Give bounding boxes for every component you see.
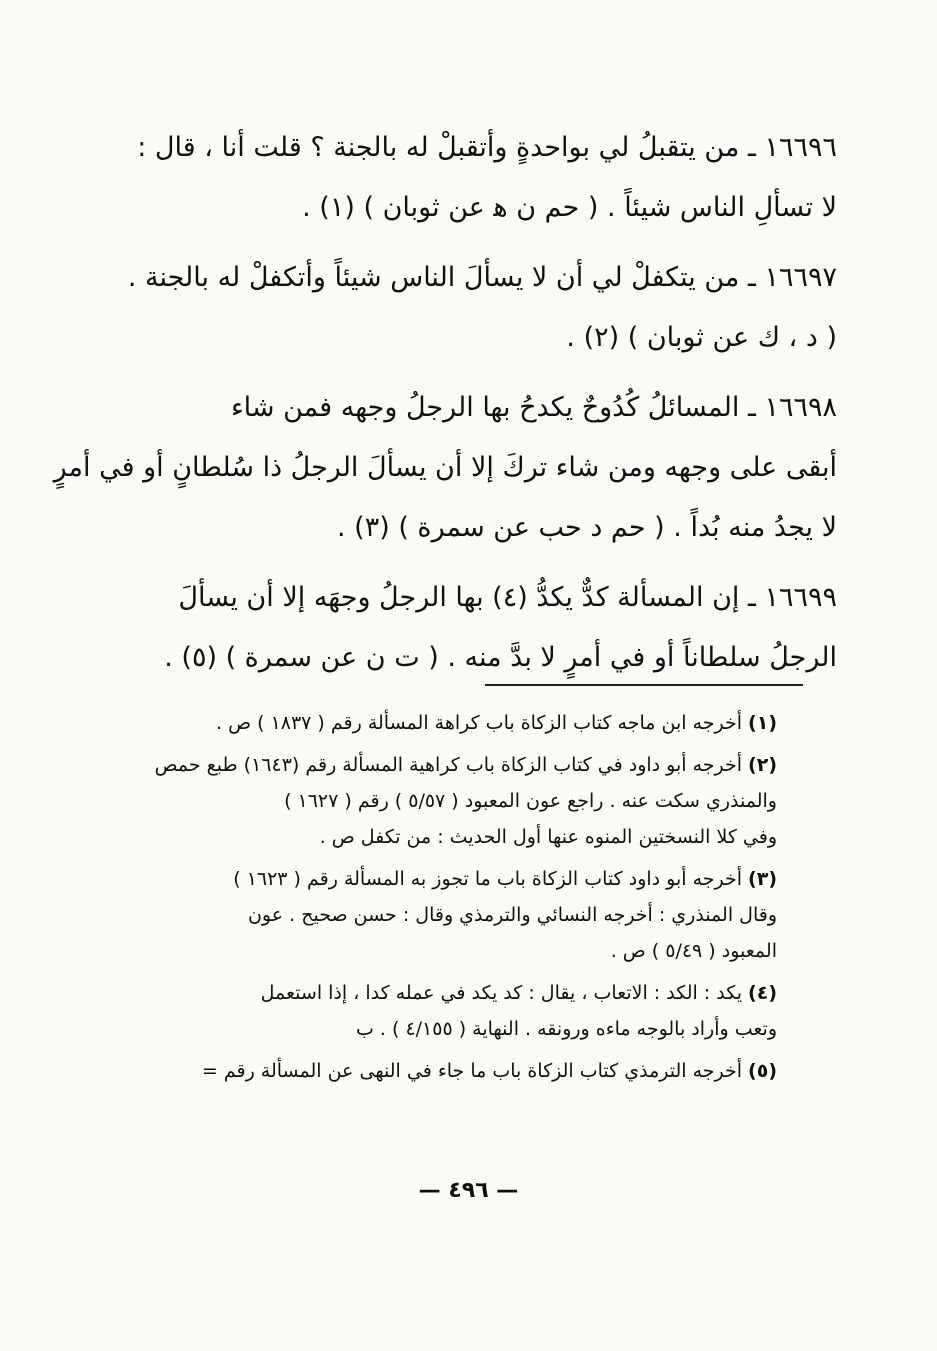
footnote-marker: (٥) [748,1060,777,1082]
footnote-marker: (١) [748,712,777,734]
footnote-marker: (٤) [748,982,777,1004]
hadith-line: ١٦٦٩٨ ـ المسائلُ كُدُوحٌ يكدحُ بها الرجلُ وجهه فمن شاء [230,392,837,423]
footnote-divider [485,684,803,686]
hadith-line: أبقى على وجهه ومن شاء تركَ إلا أن يسألَ الرجلُ ذا سُلطانٍ أو في أمرٍ [53,452,837,483]
footnote-3 [100,861,777,969]
footnote-line: وتعب وأراد بالوجه ماءه ورونقه . النهاية ( ٤/١٥٥ ) . ب [355,1018,777,1040]
hadith-line: لا يجدُ منه بُداً . ( حم د حب عن سمرة ) (٣) . [336,512,837,543]
footnote-5 [100,1053,777,1089]
hadith-line: الرجلُ سلطاناً أو في أمرٍ لا بدَّ منه . ( ت ن عن سمرة ) (٥) . [164,642,837,673]
hadith-line: ١٦٦٩٩ ـ إن المسألة كدٌّ يكدُّ (٤) بها الرجلُ وجهَه إلا أن يسألَ [178,582,837,613]
footnote-1 [100,705,777,741]
footnotes [100,705,777,1095]
hadith-line: ١٦٦٩٧ ـ من يتكفلْ لي أن لا يسألَ الناس شيئاً وأتكفلْ له بالجنة . [127,262,837,293]
hadith-16696 [80,118,837,238]
footnote-line: المعبود ( ٥/٤٩ ) ص . [610,940,777,962]
footnote-line: أخرجه أبو داود كتاب الزكاة باب ما تجوز به المسألة رقم ( ١٦٢٣ ) [233,868,743,890]
footnote-line: أخرجه ابن ماجه كتاب الزكاة باب كراهة المسألة رقم ( ١٨٣٧ ) ص . [216,712,743,734]
footnote-marker: (٣) [748,868,777,890]
footnote-line: أخرجه الترمذي كتاب الزكاة باب ما جاء في النهى عن المسألة رقم = [201,1060,743,1082]
footnote-2 [100,747,777,855]
hadith-line: ( د ، ك عن ثوبان ) (٢) . [566,322,837,353]
footnote-4 [100,975,777,1047]
footnote-marker: (٢) [748,754,777,776]
hadith-body [53,118,837,698]
footnote-line: يكد : الكد : الاتعاب ، يقال : كد يكد في عمله كدا ، إذا استعمل [260,982,743,1004]
footnote-line: وفي كلا النسختين المنوه عنها أول الحديث : من تكفل ص . [319,826,777,848]
footnote-line: وقال المنذري : أخرجه النسائي والترمذي وقال : حسن صحيح . عون [247,904,777,926]
page-number: — ٤٩٦ — [418,1178,519,1203]
hadith-line: ١٦٦٩٦ ـ من يتقبلُ لي بواحدةٍ وأتقبلْ له بالجنة ؟ قلت أنا ، قال : [137,132,837,163]
footnote-line: والمنذري سكت عنه . راجع عون المعبود ( ٥/٥٧ ) رقم ( ١٦٢٧ ) [284,790,777,812]
hadith-16698 [53,378,837,558]
footnote-line: أخرجه أبو داود في كتاب الزكاة باب كراهية المسألة رقم (١٦٤٣) طبع حمص [154,754,743,776]
hadith-line: لا تسألِ الناس شيئاً . ( حم ن ﻫ عن ثوبان ) (١) . [302,192,837,223]
hadith-16697 [80,248,837,368]
hadith-16699 [80,568,837,688]
